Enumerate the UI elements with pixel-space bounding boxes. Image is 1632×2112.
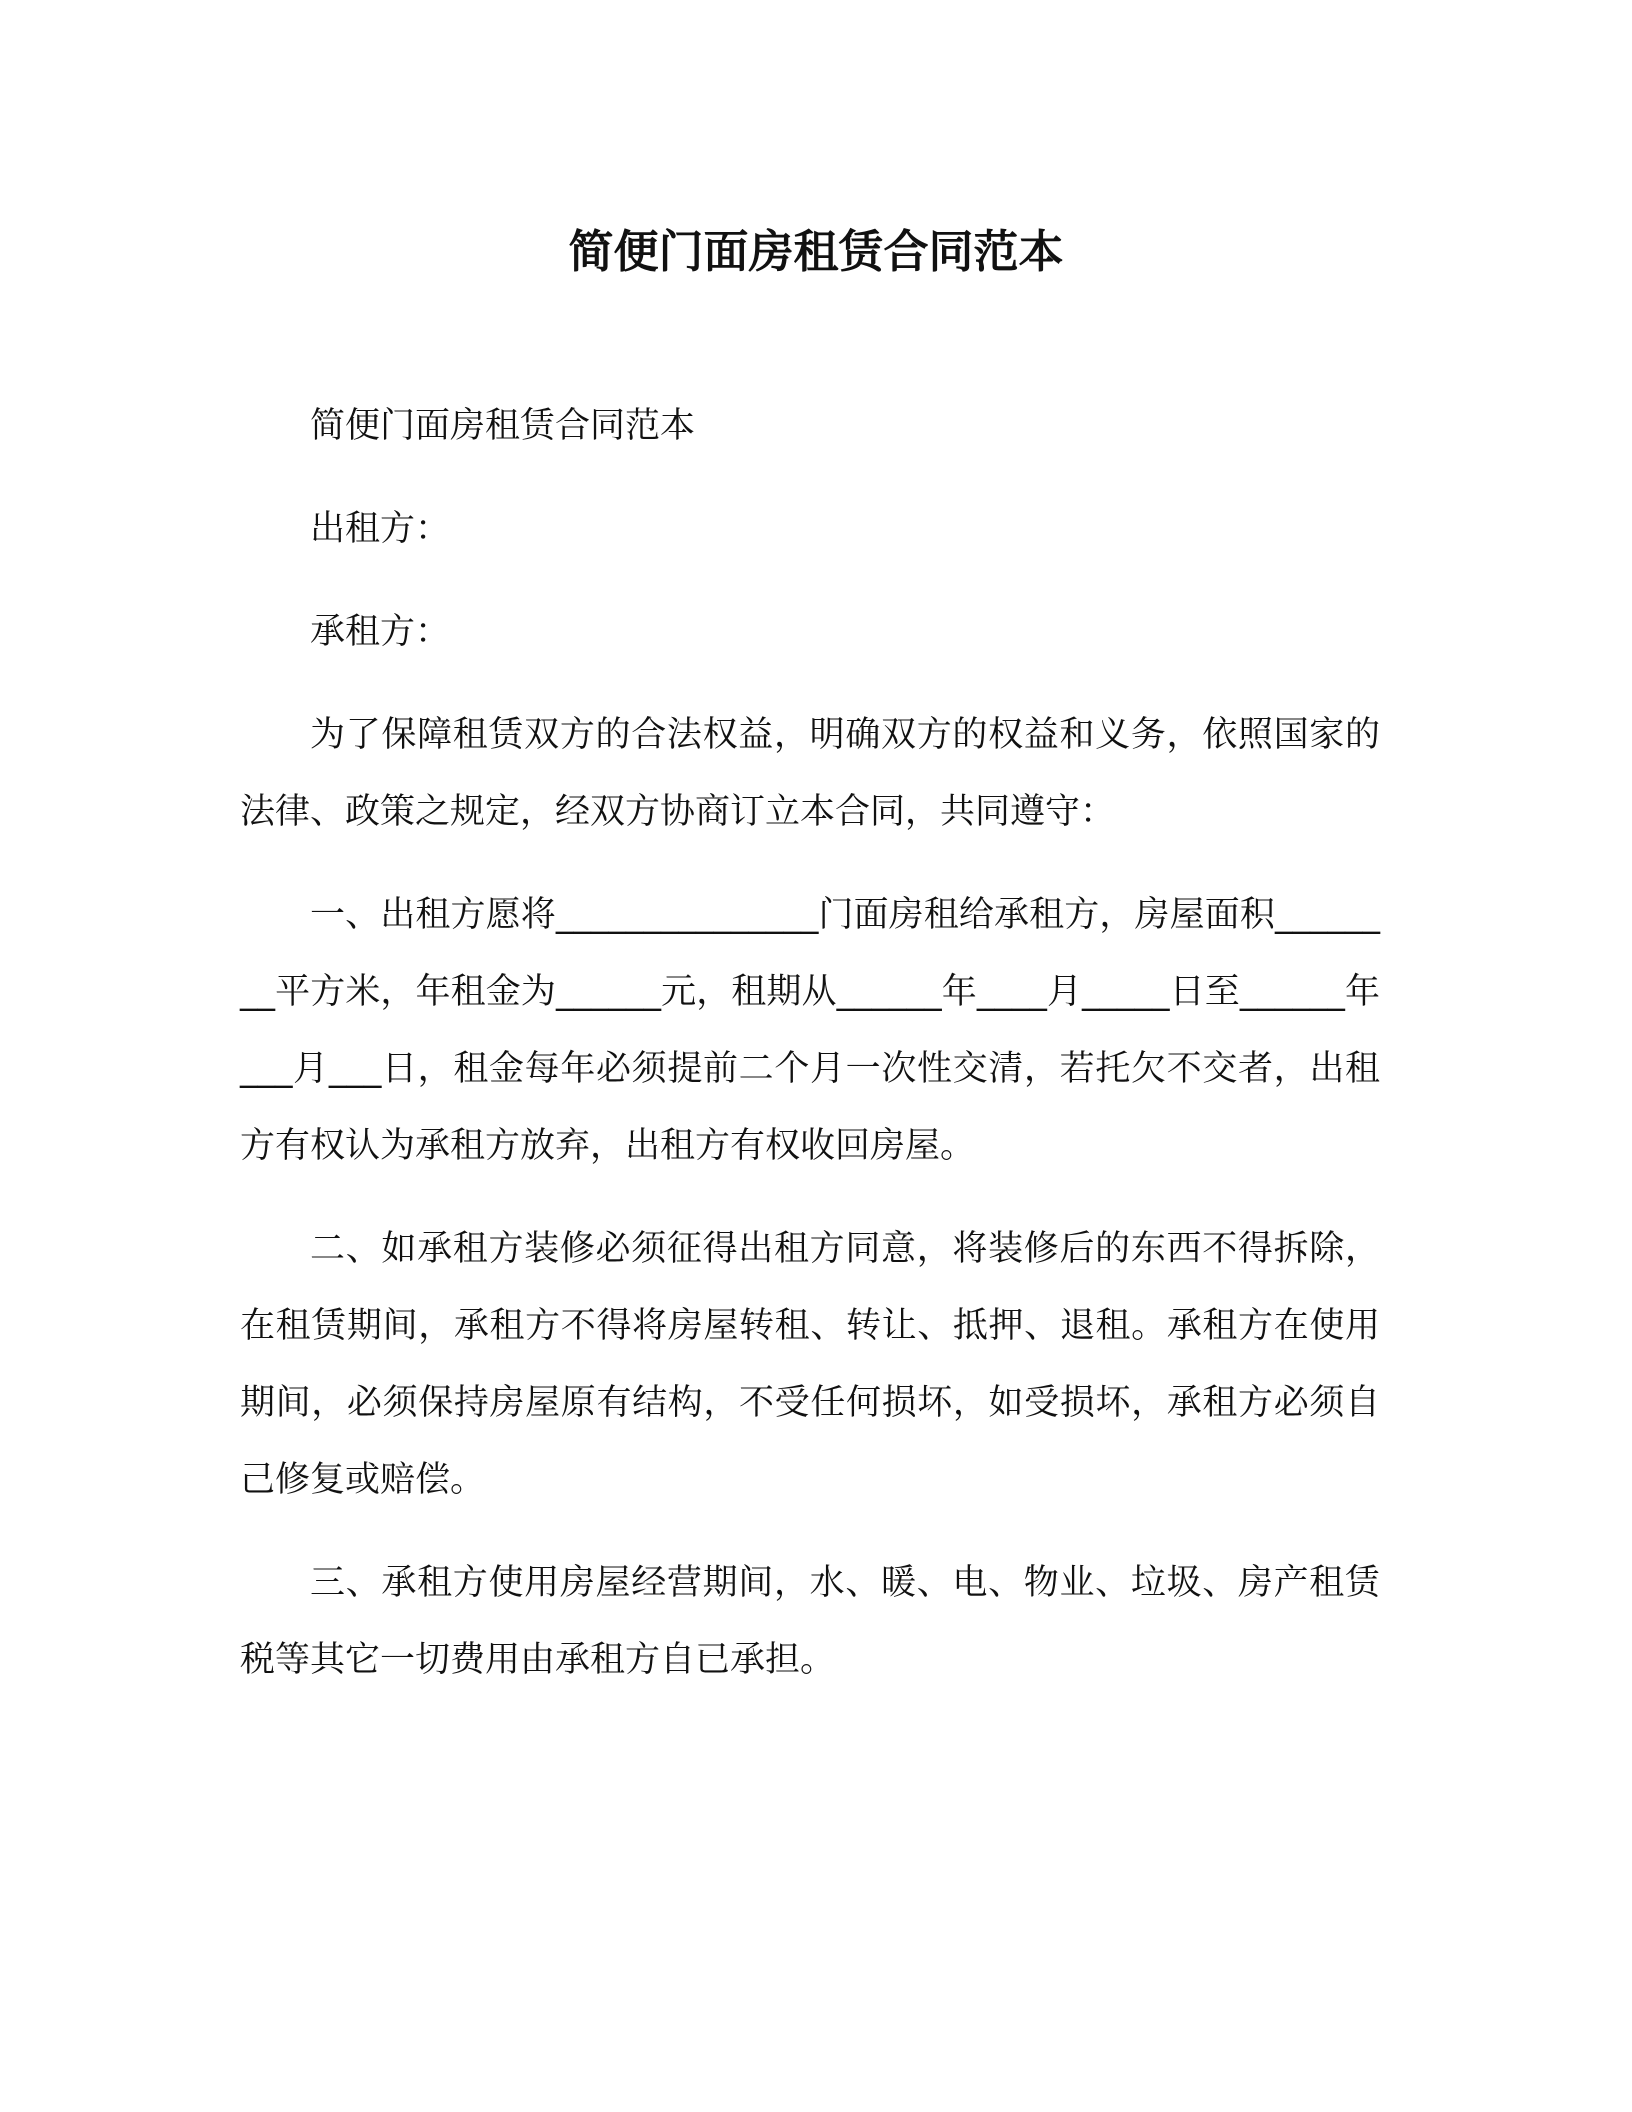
clause-1: 一、出租方愿将_______________门面房租给承租方，房屋面积________平方米，年租金为______元，租期从______年____月_____日至______年___月___日，租金每年必须提前二个月一次性交清，若托欠不交者，出租方有权认为承租方放弃，出租方有权收回房屋。 — [240, 895, 1380, 1166]
lessee-label: 承租方： — [310, 612, 451, 652]
document-body — [240, 388, 1380, 1725]
preamble-paragraph: 为了保障租赁双方的合法权益，明确双方的权益和义务，依照国家的法律、政策之规定，经双方协商订立本合同，共同遵守： — [240, 715, 1380, 832]
clause-3: 三、承租方使用房屋经营期间，水、暖、电、物业、垃圾、房产租赁税等其它一切费用由承租方自已承担。 — [240, 1563, 1380, 1680]
lessor-label: 出租方： — [310, 509, 451, 549]
clause-2: 二、如承租方装修必须征得出租方同意，将装修后的东西不得拆除，在租赁期间，承租方不得将房屋转租、转让、抵押、退租。承租方在使用期间，必须保持房屋原有结构，不受任何损坏，如受损坏，承租方必须自己修复或赔偿。 — [240, 1229, 1380, 1500]
document-title: 简便门面房租赁合同范本 — [568, 225, 1064, 278]
document-subtitle: 简便门面房租赁合同范本 — [310, 406, 696, 446]
